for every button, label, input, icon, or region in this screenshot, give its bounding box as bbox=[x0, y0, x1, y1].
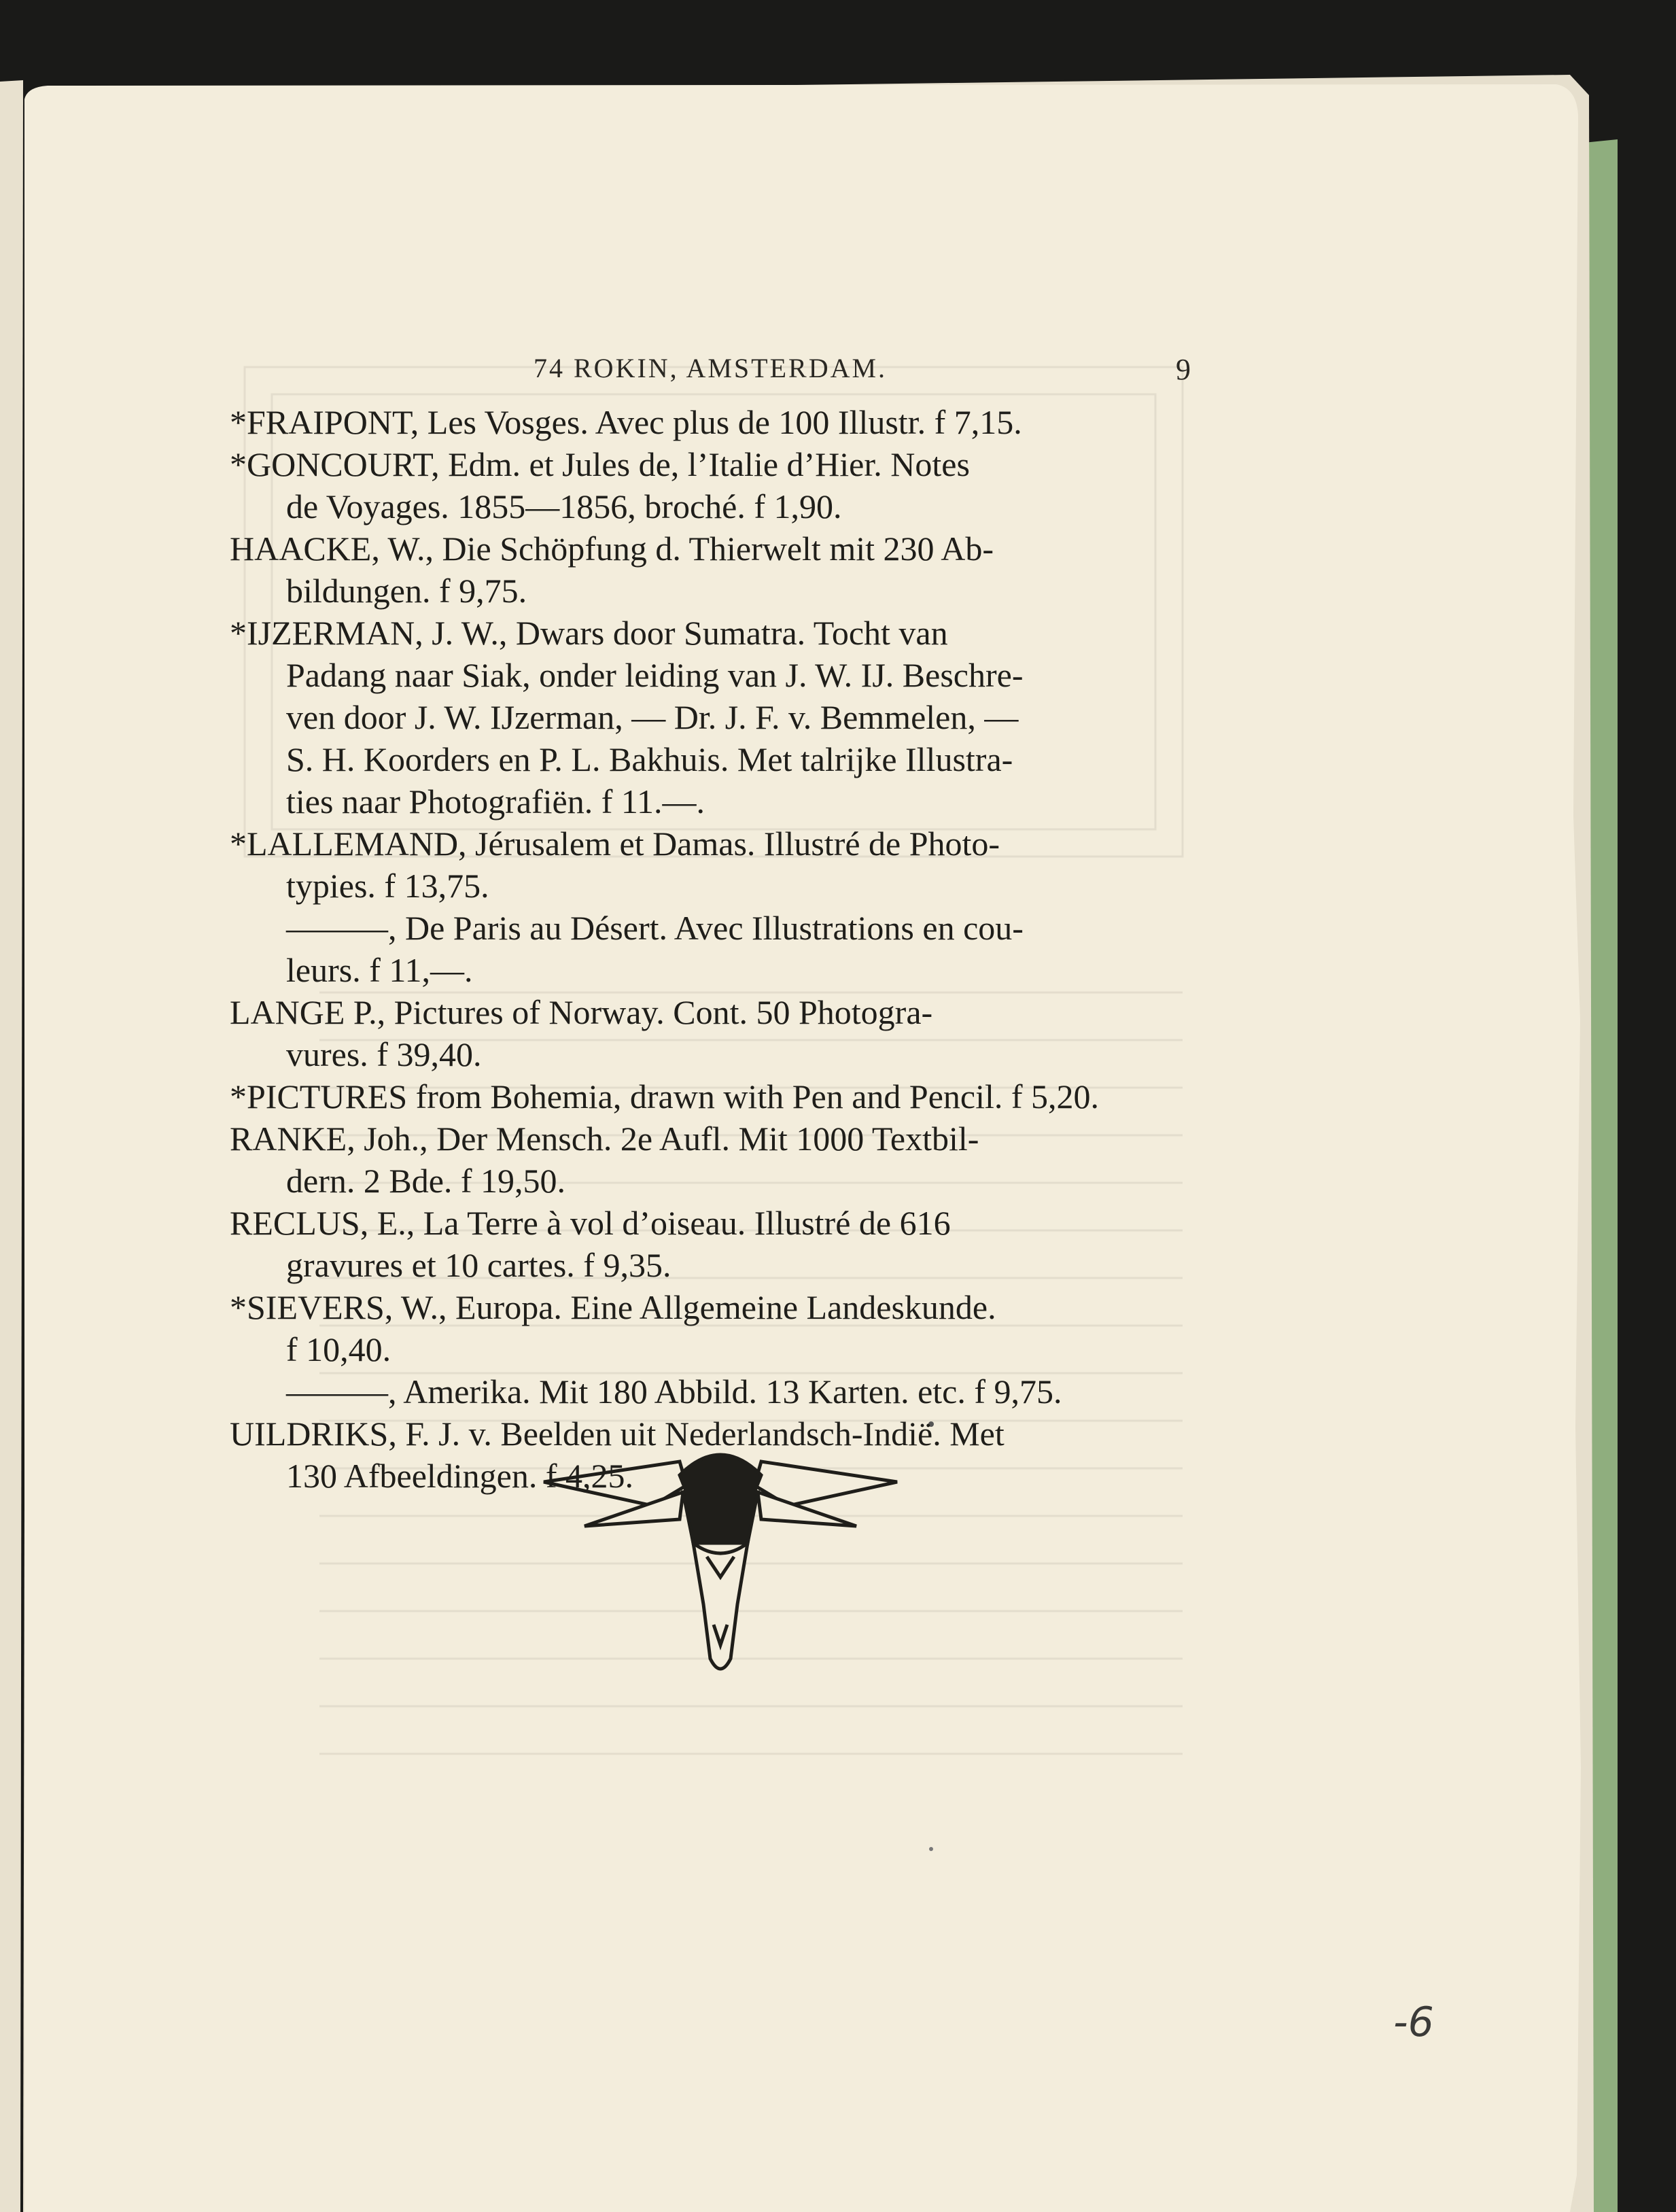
list-item: RANKE, Joh., Der Mensch. 2e Aufl. Mit 1000 Textbil- dern. 2 Bde. f 19,50. bbox=[230, 1120, 979, 1200]
list-item: RECLUS, E., La Terre à vol d’oiseau. Illustré de 616 gravures et 10 cartes. f 9,35. bbox=[230, 1204, 951, 1284]
catalogue-entries bbox=[230, 401, 1208, 1497]
running-title: 74 ROKIN, AMSTERDAM. bbox=[534, 353, 888, 383]
list-item: ———, De Paris au Désert. Avec Illustrations en cou- leurs. f 11,—. bbox=[286, 909, 1024, 989]
list-item: *LALLEMAND, Jérusalem et Damas. Illustré de Photo- typies. f 13,75. bbox=[230, 825, 1000, 905]
handwritten-note: -6 bbox=[1393, 1999, 1434, 2046]
list-item: LANGE P., Pictures of Norway. Cont. 50 Photogra- vures. f 39,40. bbox=[230, 993, 933, 1073]
list-item: *GONCOURT, Edm. et Jules de, l’Italie d’Hier. Notes de Voyages. 1855—1856, broché. f 1,90. bbox=[230, 445, 970, 525]
list-item: *PICTURES from Bohemia, drawn with Pen and Pencil. f 5,20. bbox=[230, 1077, 1100, 1116]
list-item: *IJZERMAN, J. W., Dwars door Sumatra. Tocht van Padang naar Siak, onder leiding van J. W. IJ. Beschre- ven door J. W. IJzerman, — Dr. J. F. v. Bemmelen, — S. H. Koorders en P. L. Bakhuis. Met talrijke Illustra- ties naar Photografiën. f 11.—. bbox=[230, 614, 1024, 820]
page-number: 9 bbox=[1176, 353, 1191, 386]
list-item: ———, Amerika. Mit 180 Abbild. 13 Karten. etc. f 9,75. bbox=[286, 1372, 1062, 1411]
list-item: UILDRIKS, F. J. v. Beelden uit Nederlandsch-Indië. Met 130 Afbeeldingen. f 4,25. bbox=[230, 1415, 1005, 1495]
running-header bbox=[0, 352, 1676, 393]
list-item: *FRAIPONT, Les Vosges. Avec plus de 100 Illustr. f 7,15. bbox=[230, 403, 1022, 441]
list-item: *SIEVERS, W., Europa. Eine Allgemeine Landeskunde. f 10,40. bbox=[230, 1288, 996, 1368]
list-item: HAACKE, W., Die Schöpfung d. Thierwelt mit 230 Ab- bildungen. f 9,75. bbox=[230, 530, 994, 610]
